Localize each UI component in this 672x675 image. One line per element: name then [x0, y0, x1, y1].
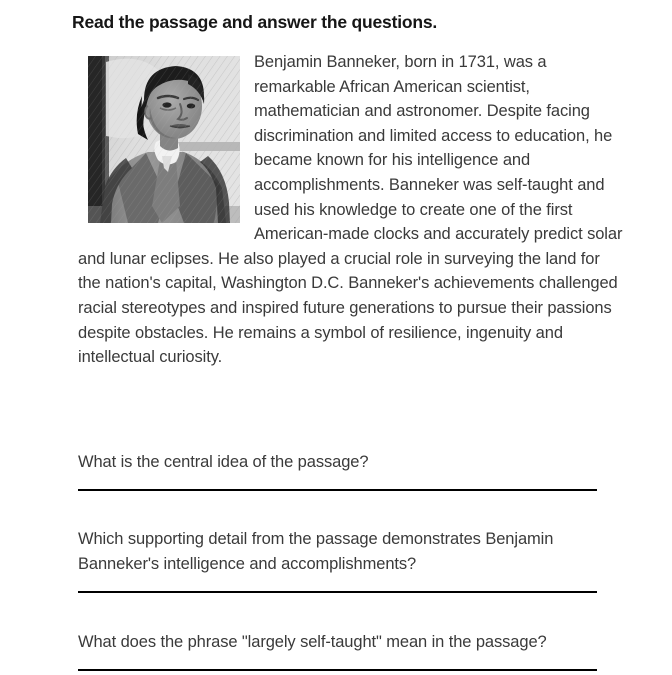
benjamin-banneker-portrait-image [88, 56, 240, 223]
question-3 [78, 630, 626, 671]
question-1-answer-line[interactable] [78, 489, 597, 491]
question-2-text: Which supporting detail from the passage demonstrates Benjamin Banneker's intelligence and accomplishments? [78, 530, 554, 573]
question-2-answer-line[interactable] [78, 591, 597, 593]
question-3-answer-line[interactable] [78, 669, 597, 671]
question-3-text: What does the phrase "largely self-taught" mean in the passage? [78, 633, 547, 651]
page-title: Read the passage and answer the questions. [72, 12, 438, 32]
portrait-illustration [88, 56, 240, 223]
question-2 [78, 527, 626, 593]
passage-text: Benjamin Banneker, born in 1731, was a remarkable African American scientist, mathematician and astronomer. Despite facing discrimination and limited access to education, he became known for his intelligence and accomplishments. Banneker was self-taught and used his knowledge to create one of the first American-made clocks and accurately predict solar and lunar eclipses. He also played a crucial role in surveying the land for the nation's capital, Washington D.C. Banneker's achievements challenged racial stereotypes and inspired future generations to pursue their passions despite obstacles. He remains a symbol of resilience, ingenuity and intellectual curiosity. [78, 53, 623, 367]
passage-block [78, 50, 626, 370]
question-1-text: What is the central idea of the passage? [78, 453, 369, 471]
question-1 [78, 450, 626, 491]
